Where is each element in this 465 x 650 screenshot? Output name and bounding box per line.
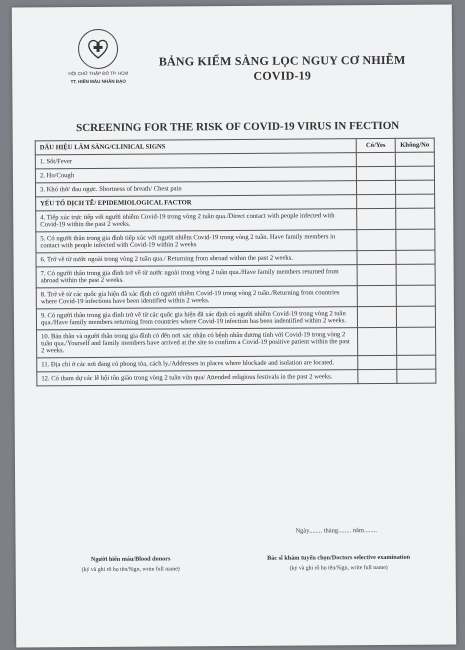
donor-sign-hint: (ký và ghi rõ họ tên/Sign, write full name) [81,566,180,574]
no-checkbox-cell[interactable] [397,369,436,383]
doctor-signature-block[interactable] [234,554,444,572]
table-row [37,327,436,358]
row-text: 10. Bản thân và người thân trong gia đình có đến nơi xác nhận có bệnh nhân dương tính với Covid-19 trong vòng 2 tuần qua./Yourself and family members have arrived at the site to confirm a Covid-19 positive patient within the past 2 weeks. [37,328,358,358]
donor-role-label: Người hiến máu/Blood donors [90,555,171,564]
yes-checkbox-cell[interactable] [357,208,396,229]
title-vietnamese [132,53,432,85]
org-name: HỘI CHỮ THẬP ĐỎ TP. HCM [68,70,129,77]
row-text: 4. Tiếp xúc trực tiếp với người nhiễm Covid-19 trong vòng 2 tuần qua./Direct contact with people infected with Covid-19 within the past 2 weeks. [36,209,357,232]
row-text: 6. Trở về từ nước ngoài trong vòng 2 tuần qua./ Returning from abroad within the past 2 weeks. [36,251,357,267]
row-text: 5. Có người thân trong gia đình tiếp xúc với người nhiễm Covid-19 trong vòng 2 tuần. Have family members in contact with people infected with Covid-19 within 2 weeks [36,230,357,253]
title-vn-line2: COVID-19 [253,68,312,83]
table-row [36,285,435,309]
screening-form-paper [12,4,456,647]
row-text: 3. Khó thở/ đau ngực. Shortness of breath/ Chest pain [35,181,356,197]
donor-signature-block[interactable] [56,555,206,573]
table-row [37,369,436,386]
screening-table [35,138,437,387]
title-english: SCREENING FOR THE RISK OF COVID-19 VIRUS IN FECTION [76,119,400,135]
no-checkbox-cell[interactable] [396,208,435,229]
yes-checkbox-cell[interactable] [356,180,395,194]
row-text: 8. Trở về từ các quốc gia hiện đã xác định có người nhiễm Covid-19 trong vòng 2 tuần./Returning from countries where Covid-19 infections have been identified within 2 weeks. [36,286,357,309]
section-empty-cell [357,194,396,208]
no-checkbox-cell[interactable] [397,355,436,369]
doctor-sign-hint: (ký và ghi rõ họ tên/Sign, write full name) [289,564,388,572]
yes-checkbox-cell[interactable] [357,264,396,285]
table-row [36,208,435,232]
no-checkbox-cell[interactable] [396,264,435,285]
red-cross-logo [78,29,118,69]
doctor-role-label: Bác sĩ khám tuyển chọn/Doctors selective examination [267,553,411,562]
row-text: 11. Địa chỉ ở các nơi đang có phong tỏa, cách ly./Addresses in places where blockade and isolation are located. [37,356,358,372]
header-no: Không/No [395,138,434,152]
section-title: YẾU TỐ DỊCH TỄ/ EPIDEMIOLOGICAL FACTOR [36,195,357,211]
org-center: TT. HIẾN MÁU NHÂN ĐẠO [70,78,126,85]
header-yes: Có/Yes [356,138,395,152]
no-checkbox-cell[interactable] [396,285,435,306]
row-text: 9. Có người thân trong gia đình trở về từ các quốc gia hiện đã xác định có người nhiễm Covid-19 trong vòng 2 tuần qua./Have family members returning from countries where Covid-19 infection has been indentified within 2 weeks. [36,307,357,330]
yes-checkbox-cell[interactable] [357,229,396,250]
yes-checkbox-cell[interactable] [356,166,395,180]
no-checkbox-cell[interactable] [396,229,435,250]
yes-checkbox-cell[interactable] [357,250,396,264]
date-field[interactable]: Ngày........ tháng........ năm........ [295,527,378,535]
yes-checkbox-cell[interactable] [357,285,396,306]
no-checkbox-cell[interactable] [395,152,434,166]
no-checkbox-cell[interactable] [396,250,435,264]
header-clinical-signs: DẤU HIỆU LÂM SÀNG/CLINICAL SIGNS [35,139,356,155]
row-text: 2. Ho/Cough [35,167,356,183]
table-row [36,264,435,288]
row-text: 7. Có người thân trong gia đình trở về từ nước ngoài trong vòng 2 tuần qua./Have family members returned from abroad within the past 2 weeks. [36,265,357,288]
no-checkbox-cell[interactable] [395,166,434,180]
table-row [36,229,435,253]
no-checkbox-cell[interactable] [397,327,436,355]
title-vn-line1: BẢNG KIỂM SÀNG LỌC NGUY CƠ NHIỄM [158,52,406,69]
yes-checkbox-cell[interactable] [358,369,397,383]
section-empty-cell [396,194,435,208]
yes-checkbox-cell[interactable] [356,152,395,166]
no-checkbox-cell[interactable] [395,180,434,194]
row-text: 12. Có tham dự các lễ hội tôn giáo trong vòng 2 tuần vừa qua/ Attended religious festivals in the past 2 weeks. [37,370,358,386]
row-text: 1. Sốt/Fever [35,153,356,169]
organization-header [56,29,140,86]
table-row [36,306,435,330]
yes-checkbox-cell[interactable] [358,355,397,369]
yes-checkbox-cell[interactable] [358,327,397,355]
no-checkbox-cell[interactable] [396,306,435,327]
yes-checkbox-cell[interactable] [357,306,396,327]
